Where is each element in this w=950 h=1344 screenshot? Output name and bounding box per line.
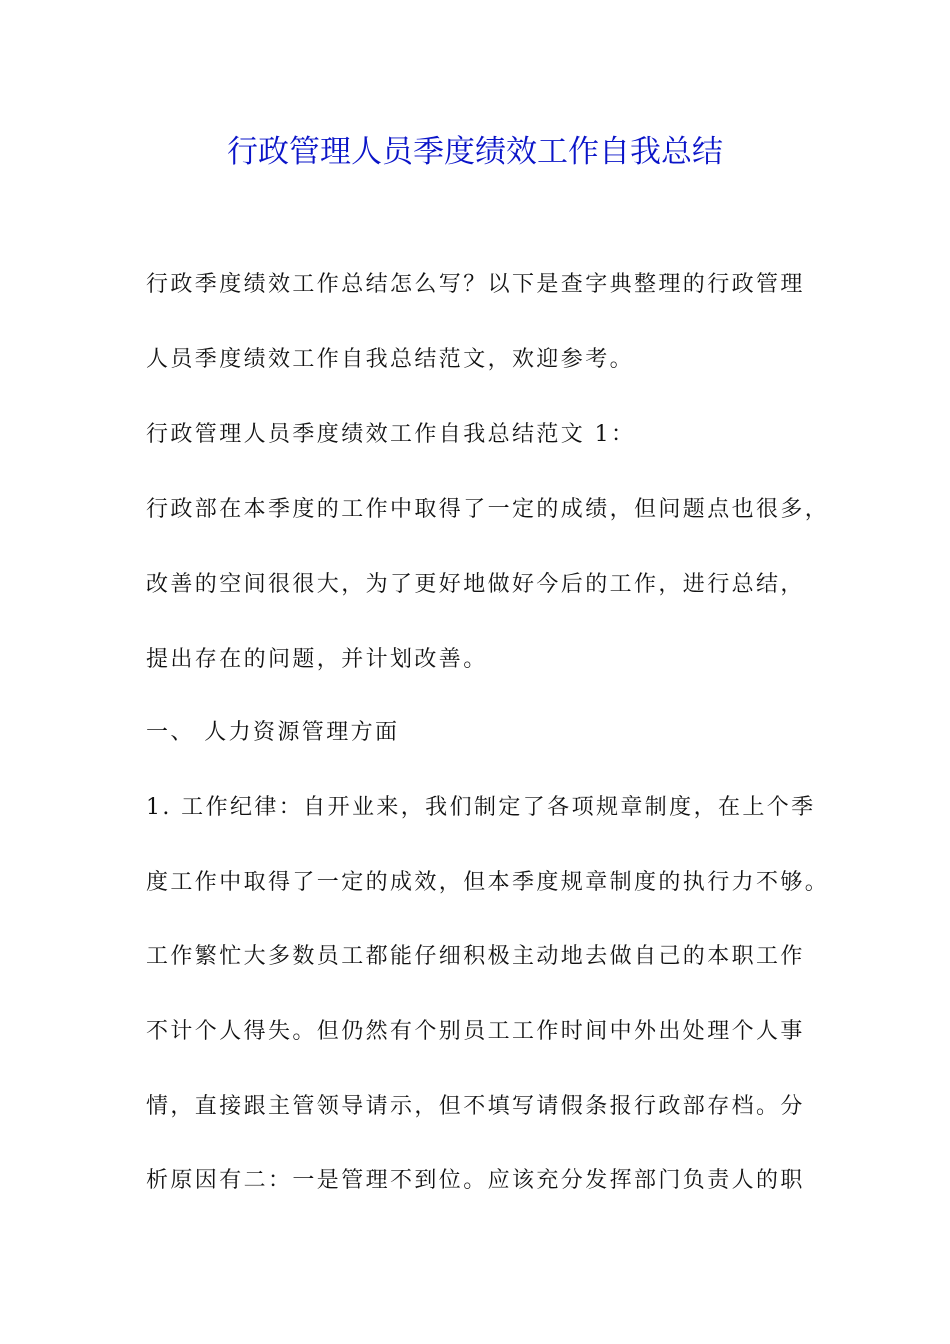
paragraph-line: 行政管理人员季度绩效工作自我总结范文 1：	[146, 422, 636, 447]
paragraph-line: 改善的空间很很大，为了更好地做好今后的工作，进行总结，	[146, 572, 805, 597]
paragraph-line: 1. 工作纪律：自开业来，我们制定了各项规章制度，在上个季	[146, 795, 816, 820]
paragraph-line: 度工作中取得了一定的成效，但本季度规章制度的执行力不够。	[146, 870, 830, 895]
paragraph-line: 不计个人得失。但仍然有个别员工工作时间中外出处理个人事	[146, 1019, 805, 1044]
paragraph-line: 情，直接跟主管领导请示，但不填写请假条报行政部存档。分	[146, 1094, 805, 1119]
paragraph-line: 人员季度绩效工作自我总结范文，欢迎参考。	[146, 347, 635, 372]
paragraph-line: 提出存在的问题，并计划改善。	[146, 647, 488, 672]
paragraph-line: 析原因有二：一是管理不到位。应该充分发挥部门负责人的职	[146, 1168, 805, 1193]
section-heading: 一、 人力资源管理方面	[146, 720, 400, 745]
paragraph-line: 行政部在本季度的工作中取得了一定的成绩，但问题点也很多，	[146, 497, 830, 522]
document-title: 行政管理人员季度绩效工作自我总结	[227, 134, 723, 170]
paragraph-line: 工作繁忙大多数员工都能仔细积极主动地去做自己的本职工作	[146, 944, 805, 969]
paragraph-line: 行政季度绩效工作总结怎么写？以下是查字典整理的行政管理	[146, 272, 805, 297]
